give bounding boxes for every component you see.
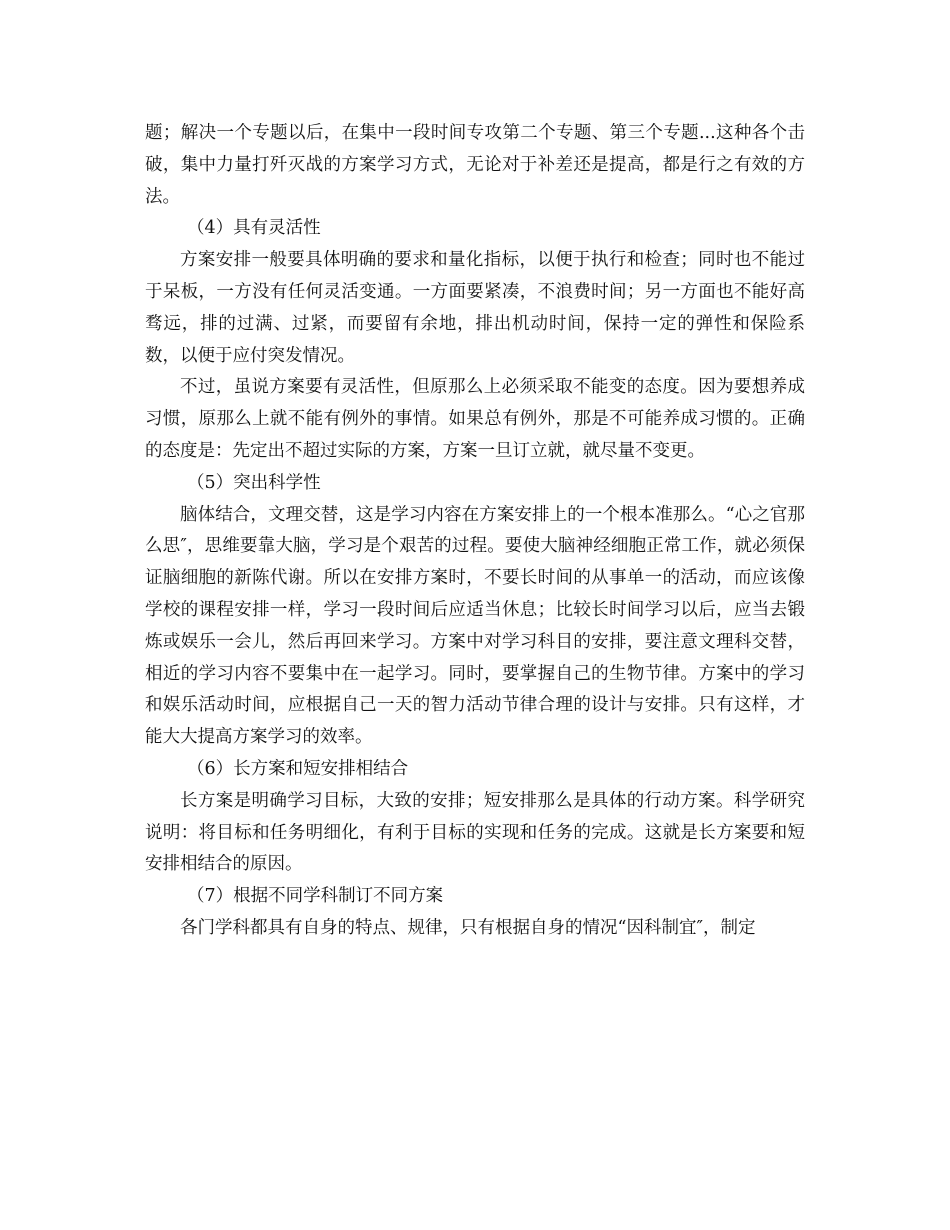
section-heading-4: （4）具有灵活性 <box>187 218 321 239</box>
paragraph-scientific: 脑体结合，文理交替，这是学习内容在方案安排上的一个根本准那么。“心之官那么思″，思维要靠大脑，学习是个艰苦的过程。要使大脑神经细胞正常工作，就必须保证脑细胞的新陈代谢。所以在安排方案时，不要长时间的从事单一的活动，而应该像学校的课程安排一样，学习一段时间后应适当休息；比较长时间学习以后，应当去锻炼或娱乐一会儿，然后再回来学习。方案中对学习科目的安排，要注意文理科交替，相近的学习内容不要集中在一起学习。同时，要掌握自己的生物节律。方案中的学习和娱乐活动时间，应根据自己一天的智力活动节律合理的设计与安排。只有这样，才能大大提高方案学习的效率。 <box>145 504 805 748</box>
section-heading-7: （7）根据不同学科制订不同方案 <box>187 886 444 907</box>
continued-paragraph: 题；解决一个专题以后，在集中一段时间专攻第二个专题、第三个专题...这种各个击破，集中力量打歼灭战的方案学习方式，无论对于补差还是提高，都是行之有效的方法。 <box>145 123 805 207</box>
paragraph-subjects: 各门学科都具有自身的特点、规律，只有根据自身的情况“因科制宜″，制定 <box>180 917 756 938</box>
paragraph-long-short: 长方案是明确学习目标，大致的安排；短安排那么是具体的行动方案。科学研究说明：将目标和任务明细化，有利于目标的实现和任务的完成。这就是长方案要和短安排相结合的原因。 <box>145 790 805 875</box>
paragraph-flexibility-2: 不过，虽说方案要有灵活性，但原那么上必须采取不能变的态度。因为要想养成习惯，原那么上就不能有例外的事情。如果总有例外，那是不可能养成习惯的。正确的态度是：先定出不超过实际的方案，方案一旦订立就，就尽量不变更。 <box>145 377 805 461</box>
paragraph-flexibility-1: 方案安排一般要具体明确的要求和量化指标，以便于执行和检查；同时也不能过于呆板，一方没有任何灵活变通。一方面要紧凑，不浪费时间；另一方面也不能好高骛远，排的过满、过紧，而要留有余地，排出机动时间，保持一定的弹性和保险系数，以便于应付突发情况。 <box>145 250 805 366</box>
section-heading-6: （6）长方案和短安排相结合 <box>187 758 409 779</box>
section-heading-5: （5）突出科学性 <box>187 472 321 493</box>
document-page <box>145 118 805 945</box>
